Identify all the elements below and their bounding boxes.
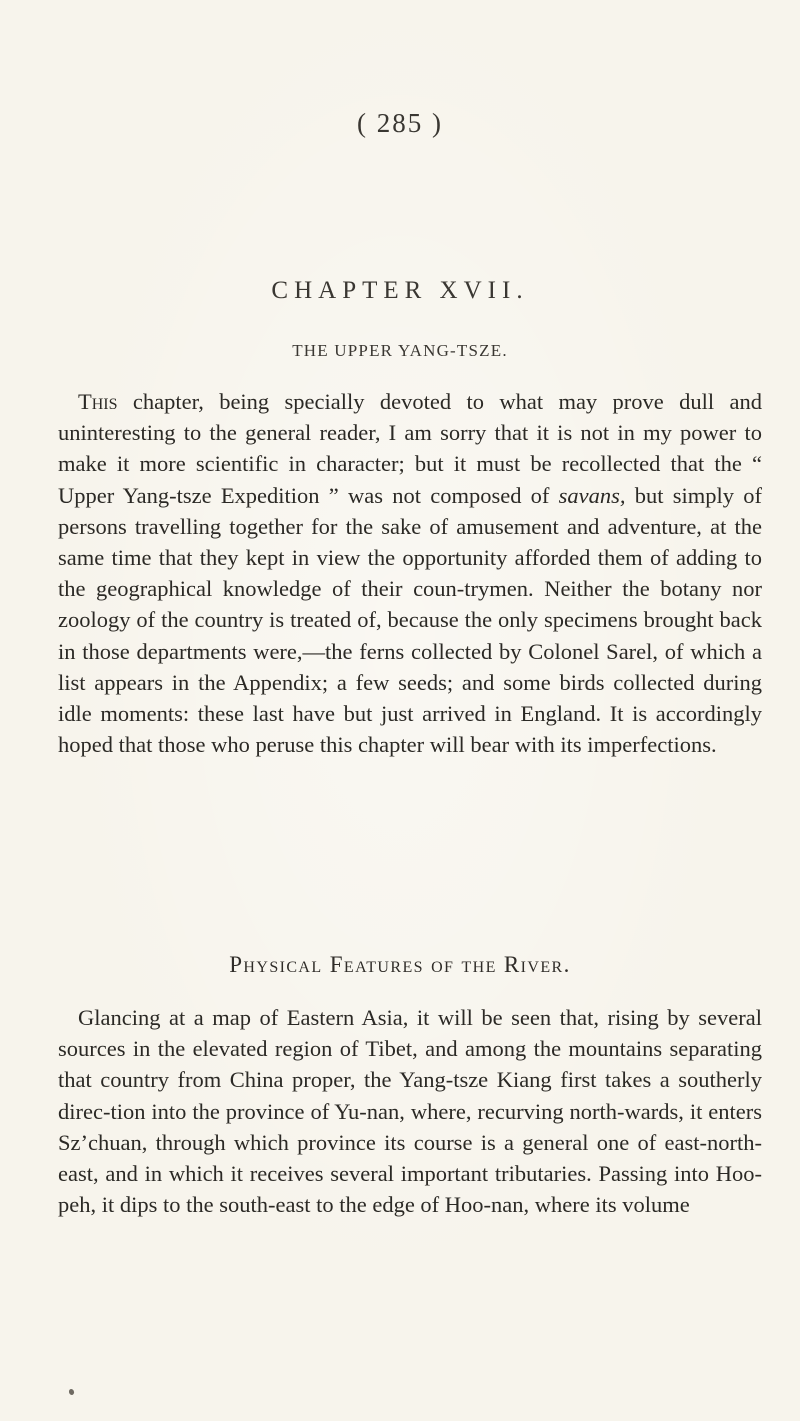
intro-text-before-italic: chapter, being specially devoted to what may prove dull and uninteresting to the general reader, I am sorry that it is not in my power to make it more scientific in character; but it must be recollected that the “ Upper Yang-tsze Expedition ” was not composed of bbox=[58, 389, 762, 508]
intro-text-after-italic: but simply of persons travelling together for the sake of amusement and adventure, at the same time that they kept in view the opportunity afforded them of adding to the geographical knowledge of their coun-trymen. Neither the botany nor zoology of the country is treated of, because the only specimens brought back in those departments were,—the ferns collected by Colonel Sarel, of which a list appears in the Appendix; a few seeds; and some birds collected during idle moments: these last have but just arrived in England. It is accordingly hoped that those who peruse this chapter will bear with its imperfections. bbox=[58, 482, 762, 758]
chapter-subtitle: THE UPPER YANG-TSZE. bbox=[292, 341, 508, 360]
section-heading: Physical Features of the River. bbox=[229, 952, 571, 977]
page-number: ( 285 ) bbox=[357, 108, 443, 138]
chapter-title: CHAPTER XVII. bbox=[271, 277, 529, 304]
italic-word: savans, bbox=[558, 482, 626, 508]
body-paragraph: Glancing at a map of Eastern Asia, it will be seen that, rising by several sources in the elevated region of Tibet, and among the mountains separating that country from China proper, the Yang-tsze Kiang first takes a southerly direc-tion into the province of Yu-nan, where, recurving north-wards, it enters Sz’chuan, through which province its course is a general one of east-north-east, and in which it receives several important tributaries. Passing into Hoo-peh, it dips to the south-east to the edge of Hoo-nan, where its volume bbox=[58, 1005, 762, 1218]
intro-paragraph bbox=[58, 386, 762, 760]
lead-word: This bbox=[78, 389, 118, 414]
page-mark bbox=[68, 1388, 75, 1395]
